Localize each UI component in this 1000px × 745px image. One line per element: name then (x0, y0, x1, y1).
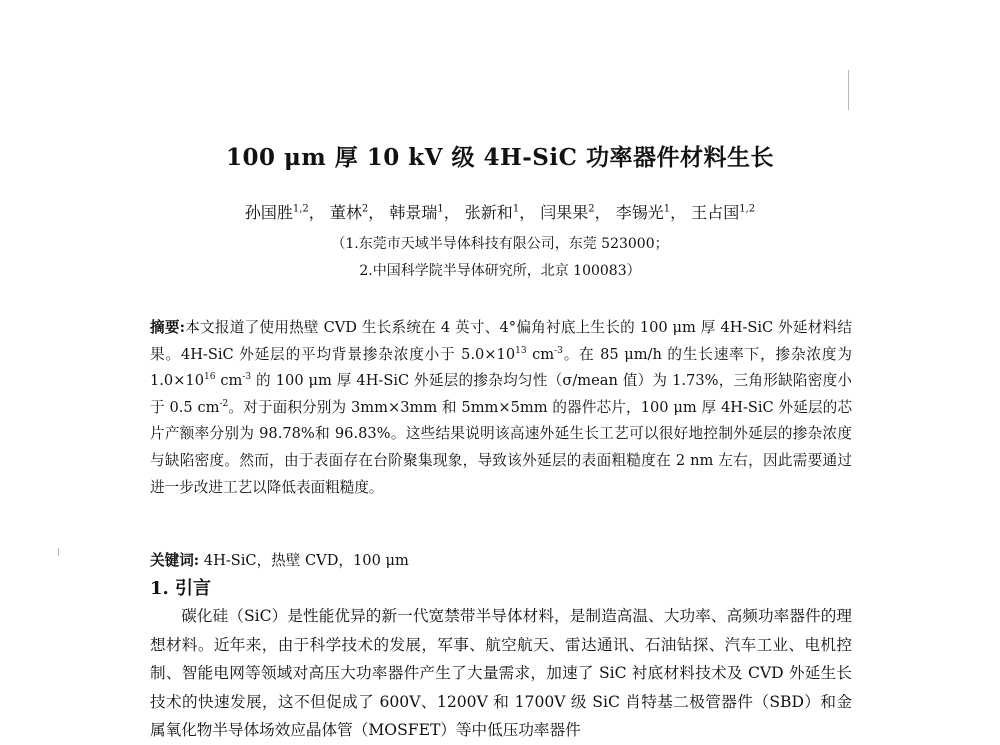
affiliation-line-1: （1.东莞市天域半导体科技有限公司，东莞 523000； (331, 236, 669, 252)
author-affil-mark: 1,2 (739, 203, 756, 215)
section-heading: 1. 引言 (150, 578, 212, 599)
author-list: 孙国胜$^{1,2}$， 董林$^2$， 韩景瑞$^1$， 张新和$^1$， 闫果果$^2$， 李锡光$^1$， 王占国$^{1,2}$ (244, 203, 756, 222)
author-name: 韩景瑞 (389, 203, 438, 222)
keywords-label: 关键词: (150, 552, 200, 569)
abstract-exponent: -3 (554, 345, 563, 356)
keywords-text: 4H-SiC，热壁 CVD，100 μm (199, 552, 409, 569)
author-name: 张新和 (464, 203, 513, 222)
abstract-text: cm (526, 345, 555, 363)
paper-title: 100 μm 厚 10 kV 级 4H-SiC 功率器件材料生长 (226, 144, 774, 171)
abstract (150, 315, 852, 501)
abstract-text: cm (215, 372, 243, 390)
scan-artifact-mark (58, 548, 59, 556)
abstract-text: 本文报道了使用热壁 CVD 生长系统在 4 英寸、4°偏角衬底上生长的 100 μm 厚 4H-SiC 外延材料结果。4H-SiC 外延层的平均背景掺杂浓度小于 5.0×10 (150, 319, 852, 363)
author-affil-mark: 2 (588, 203, 595, 215)
abstract-exponent: 13 (515, 345, 527, 356)
abstract-text: 。在 85 μm/h 的生长速率下，掺杂浓度为 1.0×10 (150, 345, 852, 390)
abstract-exponent: -3 (242, 372, 252, 383)
keywords (150, 549, 852, 570)
author-name: 董林 (329, 203, 362, 222)
author-affil-mark: 1 (437, 203, 444, 215)
author-affil-mark: 1 (512, 203, 520, 215)
section-body: 碳化硅（SiC）是性能优异的新一代宽禁带半导体材料，是制造高温、大功率、高频功率器件的理想材料。近年来，由于科学技术的发展，军事、航空航天、雷达通讯、石油钻探、汽车工业、电机控制、智能电网等领域对高压大功率器件产生了大量需求，加速了 SiC 衬底材料技术及 CVD 外延生长技术的快速发展，这不但促成了 600V、1200V 和 1700V 级 SiC 肖特基二极管器件（SBD）和金属氧化物半导体场效应晶体管（MOSFET）等中低压功率器件 (150, 607, 852, 740)
author-name: 李锡光 (615, 203, 664, 222)
abstract-exponent: 16 (204, 372, 216, 383)
author-name: 王占国 (691, 203, 740, 222)
author-affil-mark: 1,2 (292, 203, 309, 215)
author-name: 闫果果 (540, 203, 589, 222)
abstract-text: 。对于面积分别为 3mm×3mm 和 5mm×5mm 的器件芯片，100 μm 厚 4H-SiC 外延层的芯片产额率分别为 98.78%和 96.83%。这些结果说明该高速外延生长工艺可以很好地控制外延层的掺杂浓度与缺陷密度。然而，由于表面存在台阶聚集现象，导致该外延层的表面粗糙度在 2 nm 左右，因此需要通过进一步改进工艺以降低表面粗糙度。 (150, 398, 852, 496)
author-affil-mark: 1 (663, 203, 671, 215)
scan-artifact-mark (848, 70, 849, 110)
abstract-label: 摘要: (150, 319, 186, 336)
abstract-text: 的 100 μm 厚 4H-SiC 外延层的掺杂均匀性（σ/mean 值）为 1.73%，三角形缺陷密度小于 0.5 cm (150, 372, 852, 416)
abstract-exponent: -2 (219, 398, 229, 409)
author-affil-mark: 2 (361, 203, 369, 215)
author-name: 孙国胜 (244, 203, 293, 222)
affiliation-line-2: 2.中国科学院半导体研究所，北京 100083） (359, 263, 641, 279)
